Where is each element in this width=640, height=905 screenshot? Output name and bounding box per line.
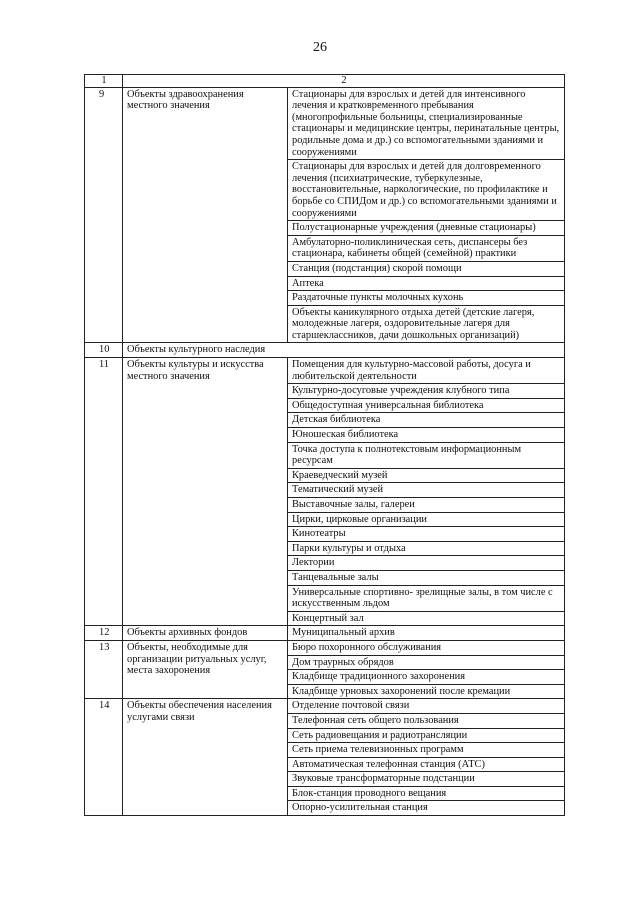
table-header-row xyxy=(85,75,565,88)
object-item: Сеть радиовещания и радиотрансляции xyxy=(288,728,565,743)
object-item: Стационары для взрослых и детей для долговременного лечения (психиатрические, туберкулезные, восстановительные, наркологические, по профилактике и борьбе со СПИДом и др.) со вспомогательными зданиями и сооружениями xyxy=(288,160,565,221)
table-row xyxy=(85,343,565,358)
row-number: 11 xyxy=(85,358,123,626)
table-row xyxy=(85,358,565,384)
row-number: 14 xyxy=(85,699,123,816)
object-item: Цирки, цирковые организации xyxy=(288,512,565,527)
object-item: Амбулаторно-поликлиническая сеть, диспансеры без стационара, кабинеты общей (семейной) практики xyxy=(288,235,565,261)
object-item: Кладбище традиционного захоронения xyxy=(288,670,565,685)
object-item: Полустационарные учреждения (дневные стационары) xyxy=(288,221,565,236)
row-number: 10 xyxy=(85,343,123,358)
object-item: Дом траурных обрядов xyxy=(288,655,565,670)
object-item: Общедоступная универсальная библиотека xyxy=(288,398,565,413)
object-item: Парки культуры и отдыха xyxy=(288,541,565,556)
row-category: Объекты, необходимые для организации ритуальных услуг, места захоронения xyxy=(123,640,288,698)
object-item: Муниципальный архив xyxy=(288,626,565,641)
object-item: Концертный зал xyxy=(288,611,565,626)
table-row xyxy=(85,87,565,160)
object-item: Культурно-досуговые учреждения клубного типа xyxy=(288,384,565,399)
table-row xyxy=(85,640,565,655)
object-item: Тематический музей xyxy=(288,483,565,498)
table-body xyxy=(85,75,565,816)
object-item: Сеть приема телевизионных программ xyxy=(288,743,565,758)
row-category: Объекты здравоохранения местного значения xyxy=(123,87,288,343)
row-number: 9 xyxy=(85,87,123,343)
object-item: Объекты каникулярного отдыха детей (детские лагеря, молодежные лагеря, оздоровительные лагеря для старшеклассников, дачи дошкольных организаций) xyxy=(288,305,565,343)
object-item: Автоматическая телефонная станция (АТС) xyxy=(288,757,565,772)
row-category: Объекты культурного наследия xyxy=(123,343,565,358)
header-col-1: 1 xyxy=(85,75,123,88)
page-number: 26 xyxy=(313,40,327,55)
object-item: Краеведческий музей xyxy=(288,468,565,483)
object-item: Лектории xyxy=(288,556,565,571)
object-item: Бюро похоронного обслуживания xyxy=(288,640,565,655)
row-number: 12 xyxy=(85,626,123,641)
object-item: Кладбище урновых захоронений после кремации xyxy=(288,684,565,699)
row-category: Объекты культуры и искусства местного значения xyxy=(123,358,288,626)
object-item: Универсальные спортивно- зрелищные залы, в том числе с искусственным льдом xyxy=(288,585,565,611)
object-item: Юношеская библиотека xyxy=(288,428,565,443)
header-col-2: 2 xyxy=(123,75,565,88)
object-item: Отделение почтовой связи xyxy=(288,699,565,714)
object-item: Раздаточные пункты молочных кухонь xyxy=(288,291,565,306)
row-category: Объекты архивных фондов xyxy=(123,626,288,641)
object-item: Точка доступа к полнотекстовым информационным ресурсам xyxy=(288,442,565,468)
objects-table xyxy=(84,74,565,816)
object-item: Телефонная сеть общего пользования xyxy=(288,713,565,728)
object-item: Кинотеатры xyxy=(288,527,565,542)
object-item: Выставочные залы, галереи xyxy=(288,498,565,513)
object-item: Детская библиотека xyxy=(288,413,565,428)
object-item: Аптека xyxy=(288,276,565,291)
object-item: Танцевальные залы xyxy=(288,570,565,585)
object-item: Стационары для взрослых и детей для интенсивного лечения и кратковременного пребывания (многопрофильные больницы, специализированные стационары и медицинские центры, перинатальные центры, родильные дома и др.) со вспомогательными зданиями и сооружениями xyxy=(288,87,565,160)
object-item: Опорно-усилительная станция xyxy=(288,801,565,816)
object-item: Станция (подстанция) скорой помощи xyxy=(288,261,565,276)
row-category: Объекты обеспечения населения услугами связи xyxy=(123,699,288,816)
table-row xyxy=(85,626,565,641)
table-row xyxy=(85,699,565,714)
object-item: Блок-станция проводного вещания xyxy=(288,786,565,801)
row-number: 13 xyxy=(85,640,123,698)
object-item: Звуковые трансформаторные подстанции xyxy=(288,772,565,787)
object-item: Помещения для культурно-массовой работы, досуга и любительской деятельности xyxy=(288,358,565,384)
